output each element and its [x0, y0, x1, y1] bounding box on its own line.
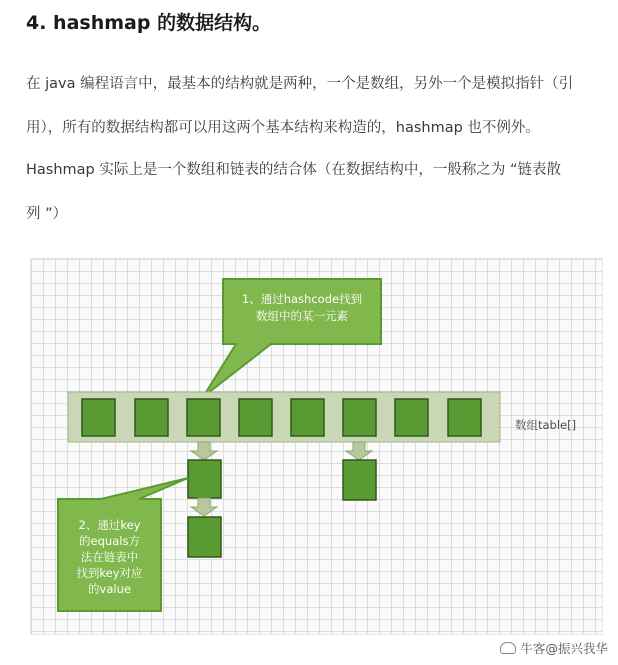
- callout-2-line-4: 找到key对应: [76, 566, 143, 580]
- callout-2-line-5: 的value: [88, 582, 131, 596]
- down-arrow: [346, 442, 372, 460]
- hashmap-diagram: [30, 258, 603, 635]
- array-cell: [448, 399, 481, 436]
- array-cell: [187, 399, 220, 436]
- callout-2-line-3: 法在链表中: [80, 550, 139, 564]
- nowcoder-logo-icon: [500, 642, 516, 654]
- watermark: [500, 639, 608, 657]
- array-bar: [68, 392, 500, 442]
- array-cell: [343, 399, 376, 436]
- array-cell: [395, 399, 428, 436]
- callout-1-text: [223, 291, 381, 325]
- callout-1-line-2: 数组中的某一元素: [256, 309, 348, 323]
- callout-2-line-1: 2、通过key: [78, 518, 141, 532]
- down-arrow: [191, 442, 217, 460]
- paragraph-2-line-1: Hashmap 实际上是一个数组和链表的结合体（在数据结构中，一般称之为 “链表散: [26, 162, 561, 178]
- callout-1-line-1: 1、通过hashcode找到: [241, 292, 363, 306]
- array-cell: [82, 399, 115, 436]
- section-heading: 4. hashmap 的数据结构。: [26, 12, 272, 34]
- linked-list-node: [343, 460, 376, 500]
- array-cell: [239, 399, 272, 436]
- watermark-text: 牛客@振兴我华: [520, 641, 608, 656]
- array-cell: [135, 399, 168, 436]
- callout-2-text: [58, 517, 161, 597]
- linked-list-node: [188, 517, 221, 557]
- array-cell: [291, 399, 324, 436]
- array-label: 数组table[]: [515, 418, 577, 432]
- linked-list-node: [188, 460, 221, 498]
- paragraph-1-line-1: 在 java 编程语言中，最基本的结构就是两种，一个是数组，另外一个是模拟指针（引: [26, 76, 574, 92]
- down-arrow: [191, 498, 217, 516]
- callout-2-line-2: 的equals方: [79, 534, 140, 548]
- paragraph-2-line-2: 列 ”）: [26, 206, 68, 222]
- paragraph-1-line-2: 用），所有的数据结构都可以用这两个基本结构来构造的，hashmap 也不例外。: [26, 120, 540, 136]
